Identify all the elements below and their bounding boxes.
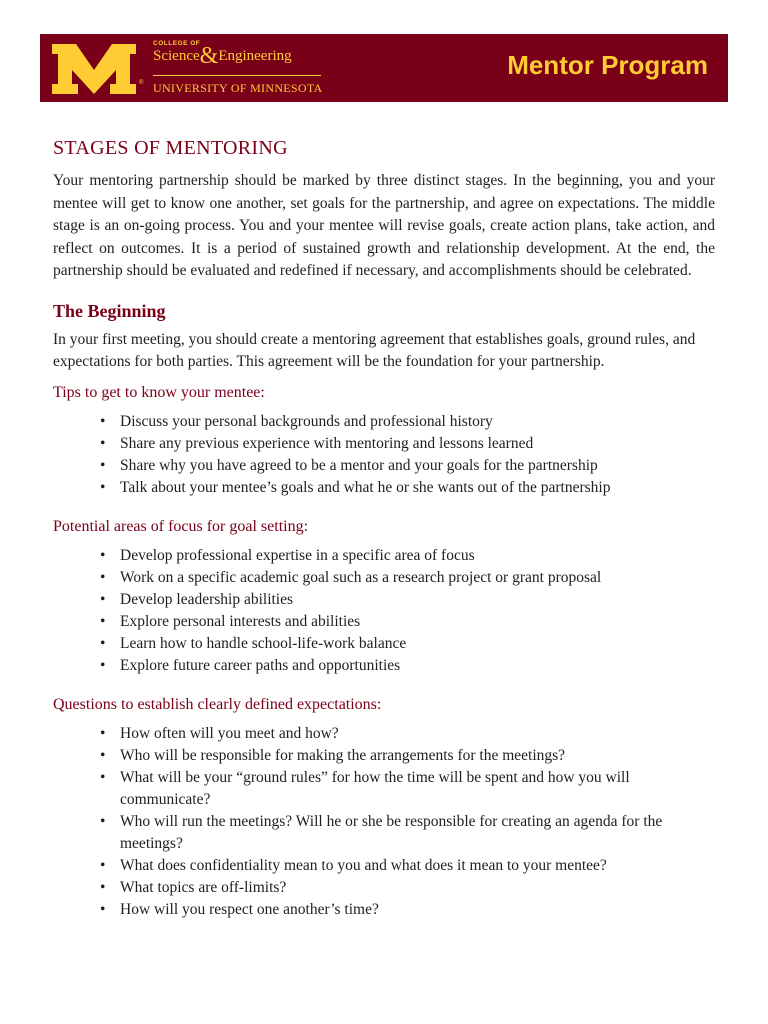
bullet-icon: • [100, 746, 106, 764]
list-item-text: Learn how to handle school-life-work balance [120, 634, 407, 652]
list-item [100, 767, 715, 811]
list-item [100, 545, 715, 567]
bullet-icon: • [100, 724, 106, 742]
list-item-text: Discuss your personal backgrounds and professional history [120, 412, 493, 430]
list-item [100, 455, 715, 477]
bullet-icon: • [100, 656, 106, 674]
list-item-text: What topics are off-limits? [120, 878, 287, 896]
list-item [100, 633, 715, 655]
focus-list [53, 545, 715, 677]
list-item-text: Who will run the meetings? Will he or she be responsible for creating an agenda for the meetings? [120, 812, 663, 852]
list-item-text: Share any previous experience with mentoring and lessons learned [120, 434, 534, 452]
bullet-icon: • [100, 856, 106, 874]
college-name-science: Science [153, 48, 200, 64]
bullet-icon: • [100, 634, 106, 652]
intro-paragraph: Your mentoring partnership should be marked by three distinct stages. In the beginning, you and your mentee will get to know one another, set goals for the partnership, and agree on expectations. The middle stage is an on-going process. You and your mentee will revise goals, create action plans, take action, and reflect on outcomes. It is a period of sustained growth and relationship development. At the end, the partnership should be evaluated and redefined if necessary, and accomplishments should be celebrated. [53, 172, 715, 279]
bullet-icon: • [100, 412, 106, 430]
questions-list [53, 723, 715, 921]
list-item [100, 723, 715, 745]
beginning-paragraph: In your first meeting, you should create a mentoring agreement that establishes goals, ground rules, and expectations for both parties. This agreement will be the foundation for your partnership. [53, 330, 696, 370]
list-item-text: How often will you meet and how? [120, 724, 339, 742]
college-name-engineering: Engineering [218, 48, 292, 64]
list-item-text: What does confidentiality mean to you and what does it mean to your mentee? [120, 856, 607, 874]
university-name: UNIVERSITY OF MINNESOTA [153, 81, 323, 95]
bullet-icon: • [100, 478, 106, 496]
registered-mark: ® [139, 80, 144, 86]
list-item-text: Work on a specific academic goal such as a research project or grant proposal [120, 568, 602, 586]
list-item-text: What will be your “ground rules” for how the time will be spent and how you will communicate? [120, 768, 630, 808]
list-item-text: Who will be responsible for making the arrangements for the meetings? [120, 746, 566, 764]
list-item [100, 899, 715, 921]
list-item-text: Develop leadership abilities [120, 590, 294, 608]
subheading-tips: Tips to get to know your mentee: [53, 383, 265, 401]
list-item-text: Talk about your mentee’s goals and what he or she wants out of the partnership [120, 478, 611, 496]
college-name-ampersand: & [199, 43, 219, 69]
section-heading-beginning: The Beginning [53, 300, 166, 321]
bullet-icon: • [100, 878, 106, 896]
bullet-icon: • [100, 768, 106, 786]
subheading-questions: Questions to establish clearly defined expectations: [53, 695, 382, 713]
program-title: Mentor Program [507, 50, 708, 80]
bullet-icon: • [100, 590, 106, 608]
document-body [53, 136, 715, 921]
divider [153, 75, 321, 76]
bullet-icon: • [100, 546, 106, 564]
list-item [100, 811, 715, 855]
list-item [100, 855, 715, 877]
bullet-icon: • [100, 456, 106, 474]
college-wordmark [153, 38, 353, 98]
bullet-icon: • [100, 612, 106, 630]
page-title: STAGES OF MENTORING [53, 137, 288, 159]
bullet-icon: • [100, 900, 106, 918]
college-of-label: COLLEGE OF [153, 40, 201, 47]
list-item [100, 877, 715, 899]
list-item [100, 567, 715, 589]
list-item [100, 433, 715, 455]
bullet-icon: • [100, 812, 106, 830]
list-item-text: Share why you have agreed to be a mentor and your goals for the partnership [120, 456, 598, 474]
list-item [100, 745, 715, 767]
tips-list [53, 411, 715, 499]
list-item [100, 589, 715, 611]
list-item-text: Explore personal interests and abilities [120, 612, 361, 630]
bullet-icon: • [100, 434, 106, 452]
list-item-text: Explore future career paths and opportunities [120, 656, 401, 674]
university-m-logo [50, 42, 138, 96]
list-item [100, 611, 715, 633]
list-item [100, 411, 715, 433]
list-item-text: Develop professional expertise in a specific area of focus [120, 546, 475, 564]
list-item [100, 655, 715, 677]
list-item [100, 477, 715, 499]
list-item-text: How will you respect one another’s time? [120, 900, 379, 918]
bullet-icon: • [100, 568, 106, 586]
subheading-focus: Potential areas of focus for goal setting: [53, 517, 309, 535]
header-banner [40, 34, 728, 102]
